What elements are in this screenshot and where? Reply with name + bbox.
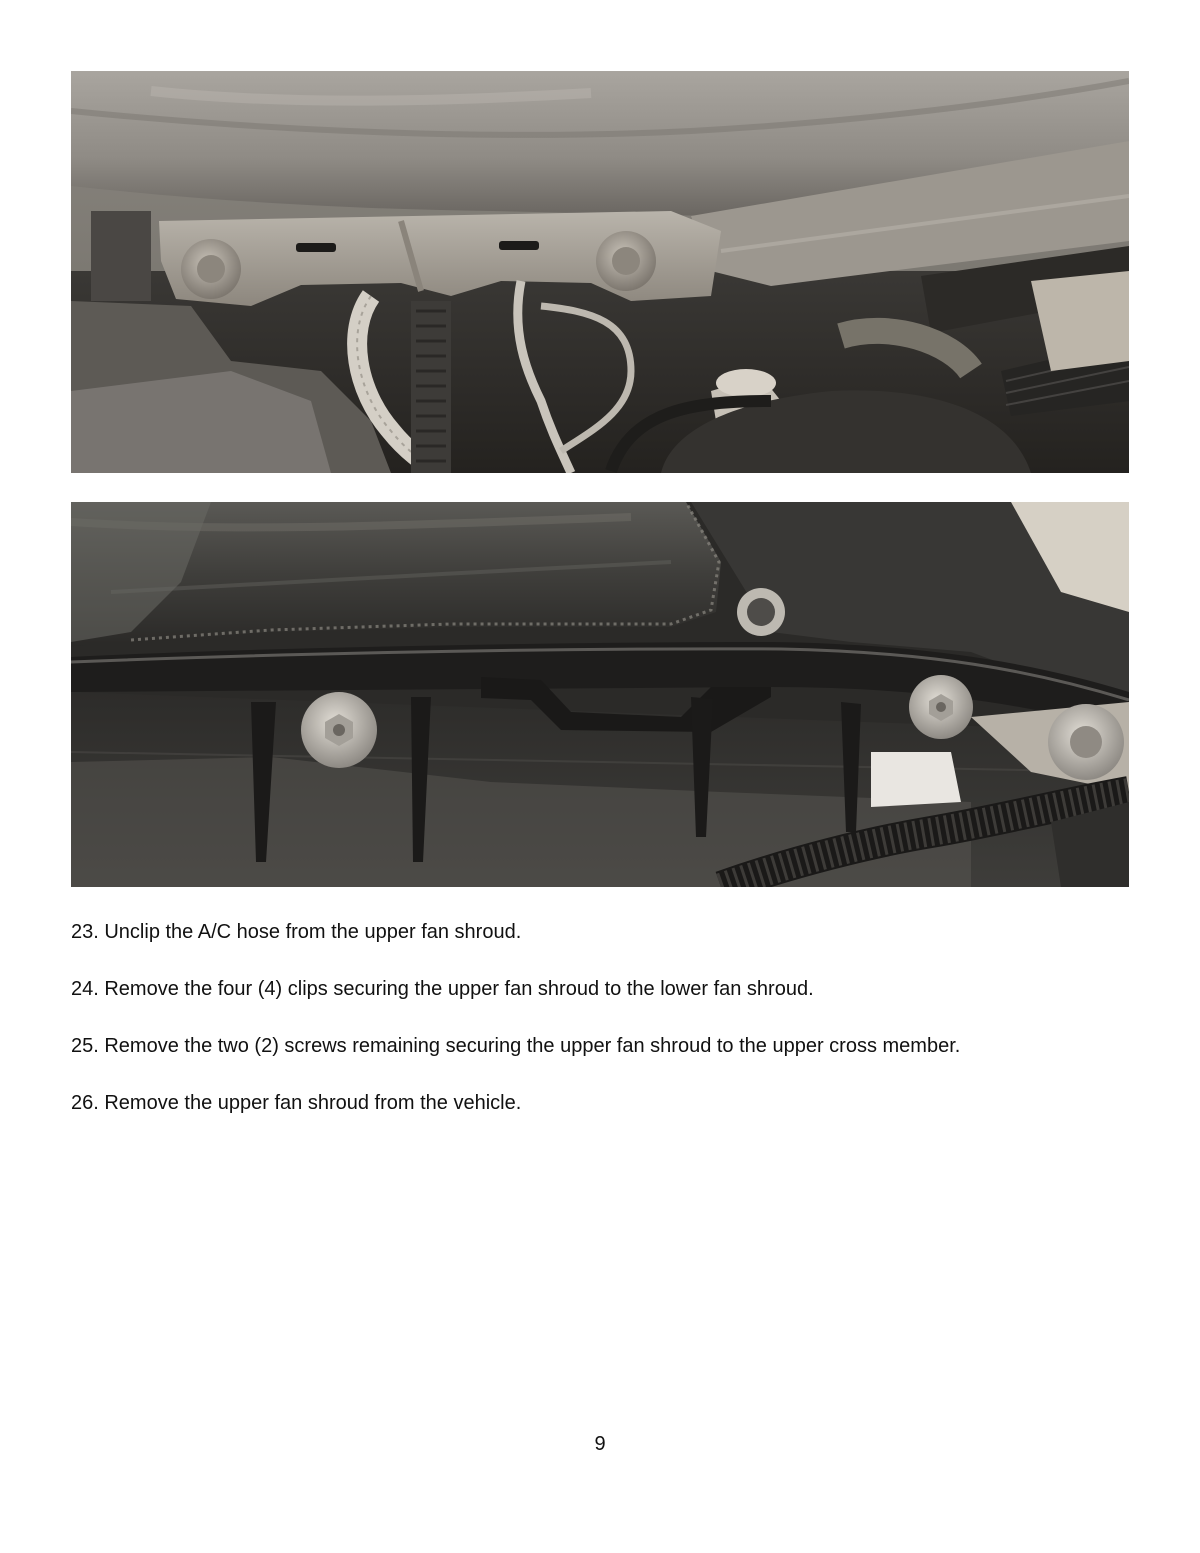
step-25: 25. Remove the two (2) screws remaining securing the upper fan shroud to the upper cross member. [71, 1035, 961, 1057]
step-26: 26. Remove the upper fan shroud from the vehicle. [71, 1092, 522, 1114]
photo-upper-fan-shroud [71, 502, 1129, 887]
engine-bay-photo [71, 71, 1129, 473]
photo-upper-cross-member [71, 71, 1129, 473]
step-24: 24. Remove the four (4) clips securing the upper fan shroud to the lower fan shroud. [71, 978, 814, 1000]
step-23: 23. Unclip the A/C hose from the upper fan shroud. [71, 921, 522, 943]
fan-shroud-photo [71, 502, 1129, 887]
page-number: 9 [594, 1433, 606, 1455]
instruction-steps [71, 918, 1129, 1146]
